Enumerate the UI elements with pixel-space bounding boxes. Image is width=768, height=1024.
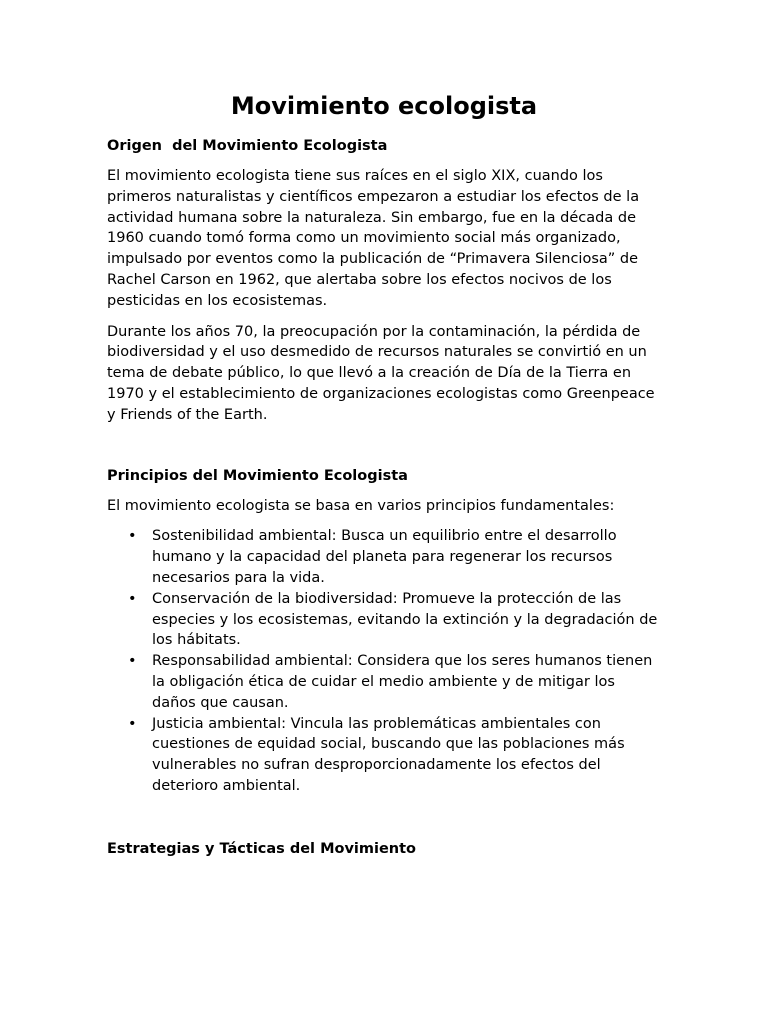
bullet-icon: • [128,590,137,607]
section-heading-principios: Principios del Movimiento Ecologista [107,467,408,484]
section-heading-origen: Origen del Movimiento Ecologista [107,138,388,154]
paragraph-origen-1: El movimiento ecologista tiene sus raíces en el siglo XIX, cuando los primeros naturalistas y científicos empezaron a estudiar los efectos de la actividad humana sobre la naturaleza. Sin embargo, fue en la década de 1960 cuando tomó forma como un movimiento social más organizado, impulsado por eventos como la publicación de “Primavera Silenciosa” de Rachel Carson en 1962, que alertaba sobre los efectos nocivos de los pesticidas en los ecosistemas. [107,168,640,309]
list-item-text: Responsabilidad ambiental: Considera que los seres humanos tienen la obligación ética de cuidar el medio ambiente y de mitigar los daños que causan. [152,653,653,711]
section-heading-estrategias: Estrategias y Tácticas del Movimiento [107,840,417,857]
list-item [128,714,661,797]
list-item-text: Justicia ambiental: Vincula las problemáticas ambientales con cuestiones de equidad social, buscando que las poblaciones más vulnerables no sufran desproporcionadamente los efectos del deterioro ambiental. [152,715,625,794]
bullet-icon: • [128,528,137,545]
section-spacer [107,436,661,466]
list-item-text: Conservación de la biodiversidad: Promueve la protección de las especies y los ecosistemas, evitando la extinción y la degradación de los hábitats. [152,590,658,649]
bullet-icon: • [128,715,137,732]
list-item-text: Sostenibilidad ambiental: Busca un equilibrio entre el desarrollo humano y la capacidad del planeta para regenerar los recursos necesarios para la vida. [152,528,617,586]
list-item [128,651,661,713]
paragraph-origen-2: Durante los años 70, la preocupación por la contaminación, la pérdida de biodiversidad y el uso desmedido de recursos naturales se convirtió en un tema de debate público, lo que llevó a la creación de Día de la Tierra en 1970 y el establecimiento de organizaciones ecologistas como Greenpeace y Friends of the Earth. [107,323,655,423]
list-item [128,589,661,651]
principles-list [107,526,661,796]
document-title: Movimiento ecologista [230,92,538,120]
list-item [128,526,661,588]
paragraph-principios-intro: El movimiento ecologista se basa en varios principios fundamentales: [107,497,615,514]
section-spacer [107,797,661,839]
bullet-icon: • [128,653,137,670]
